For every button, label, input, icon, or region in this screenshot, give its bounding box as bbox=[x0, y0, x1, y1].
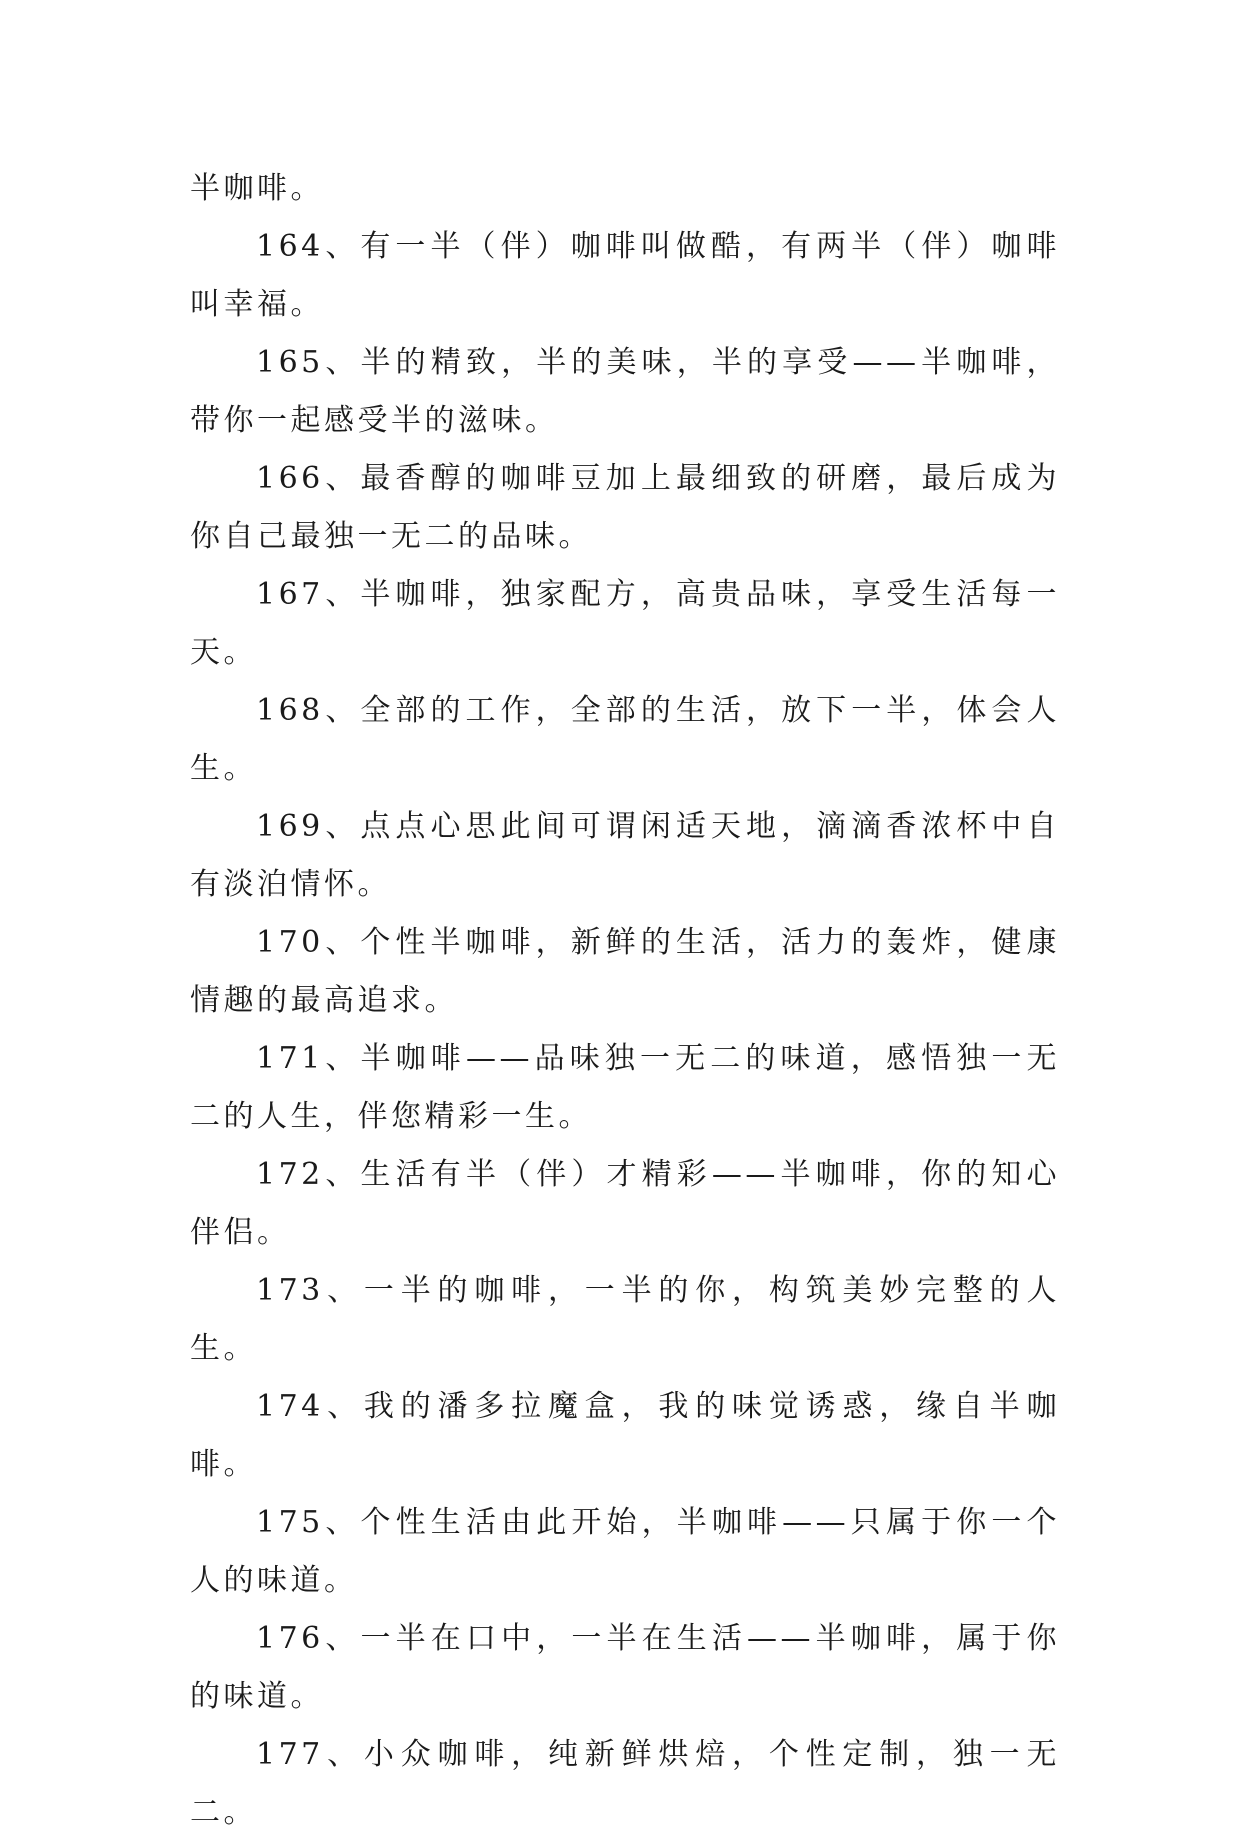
list-item-177: 177、小众咖啡，纯新鲜烘焙，个性定制，独一无二。 bbox=[190, 1737, 1060, 1830]
list-item-172: 172、生活有半（伴）才精彩——半咖啡，你的知心伴侣。 bbox=[190, 1157, 1060, 1250]
list-item-168: 168、全部的工作，全部的生活，放下一半，体会人生。 bbox=[190, 693, 1060, 786]
list-item-166: 166、最香醇的咖啡豆加上最细致的研磨，最后成为你自己最独一无二的品味。 bbox=[190, 461, 1060, 554]
list-item-171: 171、半咖啡——品味独一无二的味道，感悟独一无二的人生，伴您精彩一生。 bbox=[190, 1041, 1060, 1134]
list-item-176: 176、一半在口中，一半在生活——半咖啡，属于你的味道。 bbox=[190, 1621, 1060, 1714]
list-item-174: 174、我的潘多拉魔盒，我的味觉诱惑，缘自半咖啡。 bbox=[190, 1389, 1060, 1482]
document-body bbox=[190, 160, 1060, 1842]
list-item-169: 169、点点心思此间可谓闲适天地，滴滴香浓杯中自有淡泊情怀。 bbox=[190, 809, 1060, 902]
list-item-175: 175、个性生活由此开始，半咖啡——只属于你一个人的味道。 bbox=[190, 1505, 1060, 1598]
list-item-167: 167、半咖啡，独家配方，高贵品味，享受生活每一天。 bbox=[190, 577, 1060, 670]
list-item-165: 165、半的精致，半的美味，半的享受——半咖啡，带你一起感受半的滋味。 bbox=[190, 345, 1060, 438]
list-item-164: 164、有一半（伴）咖啡叫做酷，有两半（伴）咖啡叫幸福。 bbox=[190, 229, 1060, 322]
list-item-170: 170、个性半咖啡，新鲜的生活，活力的轰炸，健康情趣的最高追求。 bbox=[190, 925, 1060, 1018]
continuation-paragraph: 半咖啡。 bbox=[190, 171, 324, 206]
list-item-173: 173、一半的咖啡，一半的你，构筑美妙完整的人生。 bbox=[190, 1273, 1060, 1366]
